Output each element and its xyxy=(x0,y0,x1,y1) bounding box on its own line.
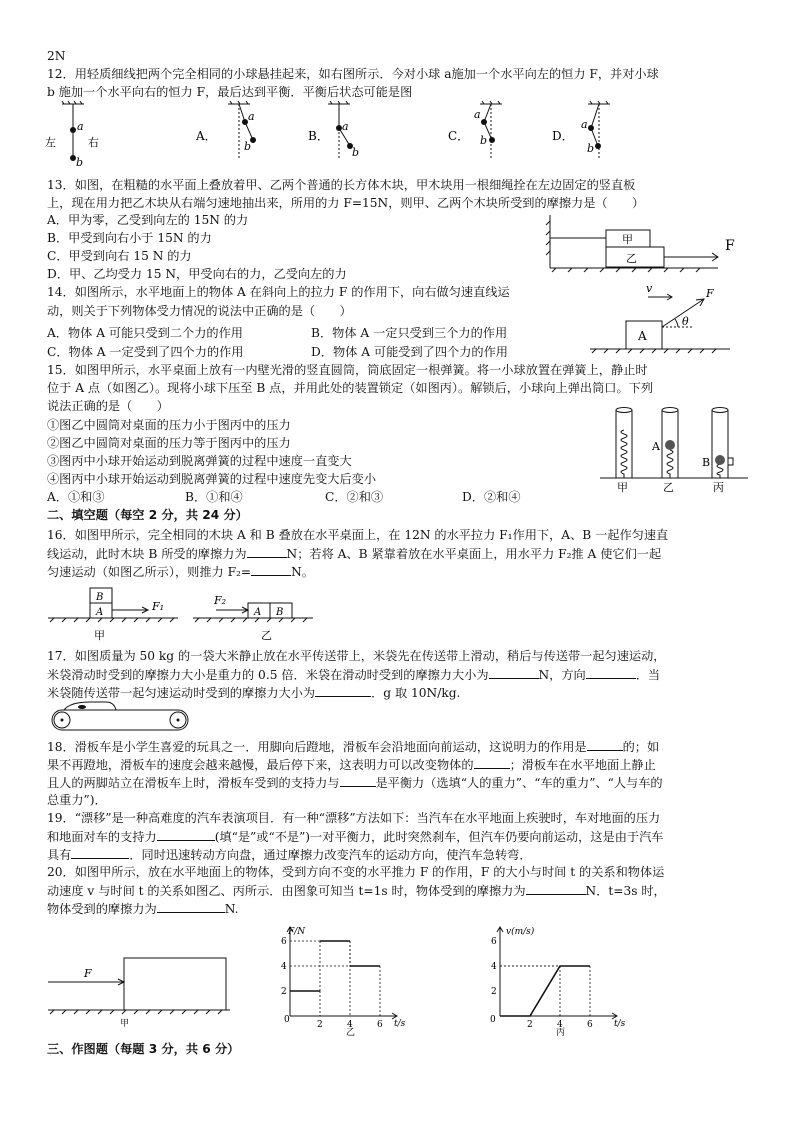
q13-option-a: A．甲为零，乙受到向左的 15N 的力 xyxy=(47,213,249,227)
q12-option-b: B． xyxy=(308,129,329,143)
q18-line4: 总重力”)． xyxy=(47,793,107,807)
answer-blank[interactable] xyxy=(157,828,215,841)
top-fragment: 2N xyxy=(47,49,66,63)
x-tick-label: 6 xyxy=(587,1020,593,1030)
q14-option-c: C．物体 A 一定受到了四个力的作用 xyxy=(47,345,244,359)
svg-text:b: b xyxy=(480,134,488,147)
svg-text:0: 0 xyxy=(284,1015,290,1025)
svg-text:甲: 甲 xyxy=(120,1019,130,1029)
svg-text:t/s: t/s xyxy=(394,1019,406,1029)
force-time-chart xyxy=(270,922,410,1040)
q15-option-b: B．①和④ xyxy=(185,490,243,504)
svg-text:B: B xyxy=(276,607,284,618)
q14-line1: 14．如图所示，水平地面上的物体 A 在斜向上的拉力 F 的作用下，向右做匀速直线运 xyxy=(47,285,510,299)
answer-blank[interactable] xyxy=(157,900,225,913)
svg-text:v: v xyxy=(646,282,653,295)
answer-blank[interactable] xyxy=(474,756,510,769)
answer-blank[interactable] xyxy=(247,545,287,558)
q19-line3: 具有 ．同时迅速转动方向盘，通过摩擦力改变汽车的运动方向，使汽车急转弯． xyxy=(47,848,532,862)
svg-text:甲: 甲 xyxy=(617,481,628,494)
conveyor-figure xyxy=(50,700,195,734)
q18-line2: 果不再蹬地，滑板车的速度会越来越慢，最后停下来，这表明力可以改变物体的 ；滑板车在水平地面上静止 xyxy=(47,758,656,772)
q17-line1: 17．如图质量为 50 kg 的一袋大米静止放在水平传送带上，米袋先在传送带上滑动，稍后与传送带一起匀速运动， xyxy=(47,649,666,663)
q13-figure xyxy=(548,213,748,273)
svg-text:F: F xyxy=(706,287,714,300)
q16-line2: 线运动，此时木块 B 所受的摩擦力为 N；若将 A、B 紧靠着放在水平桌面上，用水平力 F₂推 A 使它们一起 xyxy=(47,547,662,561)
q12-option-c: C． xyxy=(448,129,470,143)
answer-blank[interactable] xyxy=(526,882,586,895)
svg-text:t/s: t/s xyxy=(614,1019,626,1029)
x-tick-label: 4 xyxy=(347,1020,353,1030)
svg-text:b: b xyxy=(587,142,595,155)
x-tick-label: 2 xyxy=(527,1020,533,1030)
svg-text:A: A xyxy=(652,440,660,453)
q13-line2: 上，现在用力把乙木块从右端匀速地抽出来，所用的力 F=15N，则甲、乙两个木块所受到的摩擦力是（ ） xyxy=(47,196,645,210)
fig-label-right: 右 xyxy=(88,136,99,149)
y-tick-label: 6 xyxy=(491,937,497,947)
svg-text:0: 0 xyxy=(490,1015,496,1025)
svg-text:丙: 丙 xyxy=(556,1028,566,1038)
q13-option-c: C．甲受到向右 15 N 的力 xyxy=(47,249,192,263)
q20-line2: 动速度 v 与时间 t 的关系如图乙、丙所示．由图象可知当 t=1s 时，物体受到的摩擦力为 N．t=3s 时， xyxy=(47,884,666,898)
q12-option-d: D． xyxy=(552,129,574,143)
svg-text:a: a xyxy=(77,120,84,133)
x-tick-label: 2 xyxy=(317,1020,323,1030)
q13-option-d: D．甲、乙均受力 15 N，甲受向右的力，乙受向左的力 xyxy=(47,267,347,281)
svg-text:乙: 乙 xyxy=(626,252,637,265)
data-line xyxy=(500,966,590,1016)
svg-text:b: b xyxy=(76,156,84,169)
svg-text:B: B xyxy=(702,456,711,469)
svg-text:乙: 乙 xyxy=(346,1028,356,1038)
svg-text:甲: 甲 xyxy=(94,629,105,642)
svg-text:A: A xyxy=(96,607,104,618)
q20-block-figure xyxy=(48,952,248,1032)
q15-line2: 位于 A 点（如图乙）。现将小球下压至 B 点，并用此处的装置锁定（如图丙）。解锁后，小球向上弹出筒口。下列 xyxy=(47,381,654,395)
q15-figure xyxy=(600,400,760,495)
svg-text:丙: 丙 xyxy=(713,481,724,494)
q19-line1: 19．“漂移”是一种高难度的汽车表演项目．有一种“漂移”方法如下：当汽车在水平地面上疾驶时，车对地面的压力 xyxy=(47,811,661,825)
q15-option-c: C．②和③ xyxy=(325,490,384,504)
q12-line1: 12．用轻质细线把两个完全相同的小球悬挂起来，如右图所示．今对小球 a施加一个水平向左的恒力 F，并对小球 xyxy=(47,67,659,81)
answer-blank[interactable] xyxy=(340,774,376,787)
y-tick-label: 2 xyxy=(491,987,497,997)
svg-text:F: F xyxy=(84,967,92,980)
x-tick-label: 6 xyxy=(377,1020,383,1030)
q20-line3: 物体受到的摩擦力为 N. xyxy=(47,902,239,916)
answer-blank[interactable] xyxy=(315,684,371,697)
q15-statement-4: ④图丙中小球开始运动到脱离弹簧的过程中速度先变大后变小 xyxy=(47,472,377,486)
q18-line3: 且人的两脚站立在滑板车上时，滑板车受到的支持力与 是平衡力（选填“人的重力”、“车的重力”、“人与车的 xyxy=(47,776,663,790)
svg-text:b: b xyxy=(352,146,360,159)
answer-blank[interactable] xyxy=(587,738,623,751)
q16-line3: 匀速运动（如图乙所示），则推力 F₂= N。 xyxy=(47,565,314,579)
x-tick-label: 4 xyxy=(557,1020,563,1030)
answer-blank[interactable] xyxy=(251,563,291,576)
section-2-heading: 二、填空题（每空 2 分，共 24 分） xyxy=(47,508,248,522)
svg-text:F/N: F/N xyxy=(288,927,306,937)
svg-text:a: a xyxy=(342,120,349,133)
svg-text:b: b xyxy=(244,140,252,153)
answer-blank[interactable] xyxy=(489,666,539,679)
svg-text:甲: 甲 xyxy=(622,233,633,246)
svg-text:A: A xyxy=(254,607,262,618)
q14-option-a: A．物体 A 可能只受到二个力的作用 xyxy=(47,326,243,340)
q15-line1: 15．如图甲所示，水平桌面上放有一内壁光滑的竖直圆筒，筒底固定一根弹簧。将一小球放置在弹簧上，静止时 xyxy=(47,363,648,377)
section-3-heading: 三、作图题（每题 3 分，共 6 分） xyxy=(47,1042,240,1056)
svg-text:A: A xyxy=(638,329,647,343)
q12-option-a: A． xyxy=(196,129,217,143)
y-tick-label: 4 xyxy=(491,962,497,972)
svg-text:a: a xyxy=(248,110,255,123)
answer-blank[interactable] xyxy=(71,846,129,859)
q16-line1: 16．如图甲所示，完全相同的木块 A 和 B 叠放在水平桌面上，在 12N 的水平拉力 F₁作用下，A、B 一起作匀速直 xyxy=(47,528,669,542)
y-tick-label: 4 xyxy=(281,962,287,972)
q20-line1: 20．如图甲所示，放在水平地面上的物体，受到方向不变的水平推力 F 的作用，F 的大小与时间 t 的关系和物体运 xyxy=(47,865,665,879)
answer-blank[interactable] xyxy=(586,666,636,679)
q18-line1: 18．滑板车是小学生喜爱的玩具之一．用脚向后蹬地，滑板车会沿地面向前运动，这说明力的作用是 的；如 xyxy=(47,740,660,754)
q15-statement-2: ②图乙中圆筒对桌面的压力等于图丙中的压力 xyxy=(47,436,291,450)
q15-option-a: A．①和③ xyxy=(47,490,105,504)
velocity-time-chart xyxy=(480,922,630,1040)
svg-text:乙: 乙 xyxy=(663,481,674,494)
q15-line3: 说法正确的是（ ） xyxy=(47,399,169,413)
q19-line2: 和地面对车的支持力 (填“是”或“不是”)一对平衡力，此时突然刹车，但汽车仍要向前运动，这是由于汽车 xyxy=(47,830,664,844)
y-tick-label: 2 xyxy=(281,987,287,997)
svg-text:F: F xyxy=(725,238,735,254)
q14-figure xyxy=(590,283,740,358)
q12-figures xyxy=(40,100,620,170)
q17-line2: 米袋滑动时受到的摩擦力大小是重力的 0.5 倍．米袋在滑动时受到的摩擦力大小为 N，方向 ．当 xyxy=(47,668,661,682)
q15-statement-1: ①图乙中圆筒对桌面的压力小于图丙中的压力 xyxy=(47,418,291,432)
svg-text:a: a xyxy=(474,108,481,121)
q14-option-b: B．物体 A 一定只受到三个力的作用 xyxy=(311,326,508,340)
svg-text:F₂: F₂ xyxy=(214,594,227,607)
q17-line3: 米袋随传送带一起匀速运动时受到的摩擦力大小为 ．g 取 10N/kg. xyxy=(47,686,461,700)
q12-line2: b 施加一个水平向右的恒力 F，最后达到平衡．平衡后状态可能是图 xyxy=(47,85,413,99)
y-tick-label: 6 xyxy=(281,937,287,947)
svg-text:乙: 乙 xyxy=(261,629,272,642)
svg-text:θ: θ xyxy=(682,315,689,328)
q16-figures xyxy=(48,584,318,646)
q13-option-b: B．甲受到向右小于 15N 的力 xyxy=(47,231,212,245)
q14-option-d: D．物体 A 可能受到了四个力的作用 xyxy=(311,345,508,359)
svg-text:F₁: F₁ xyxy=(152,600,165,613)
q15-option-d: D．②和④ xyxy=(462,490,521,504)
q14-line2: 动，则关于下列物体受力情况的说法中正确的是（ ） xyxy=(47,304,352,318)
svg-text:a: a xyxy=(581,118,588,131)
svg-text:B: B xyxy=(96,592,104,603)
q13-line1: 13．如图，在粗糙的水平面上叠放着甲、乙两个普通的长方体木块，甲木块用一根细绳拴在左边固定的竖直板 xyxy=(47,178,636,192)
svg-text:v(m/s): v(m/s) xyxy=(506,927,535,937)
q15-statement-3: ③图丙中小球开始运动到脱离弹簧的过程中速度一直变大 xyxy=(47,454,352,468)
fig-label-left: 左 xyxy=(45,136,56,149)
